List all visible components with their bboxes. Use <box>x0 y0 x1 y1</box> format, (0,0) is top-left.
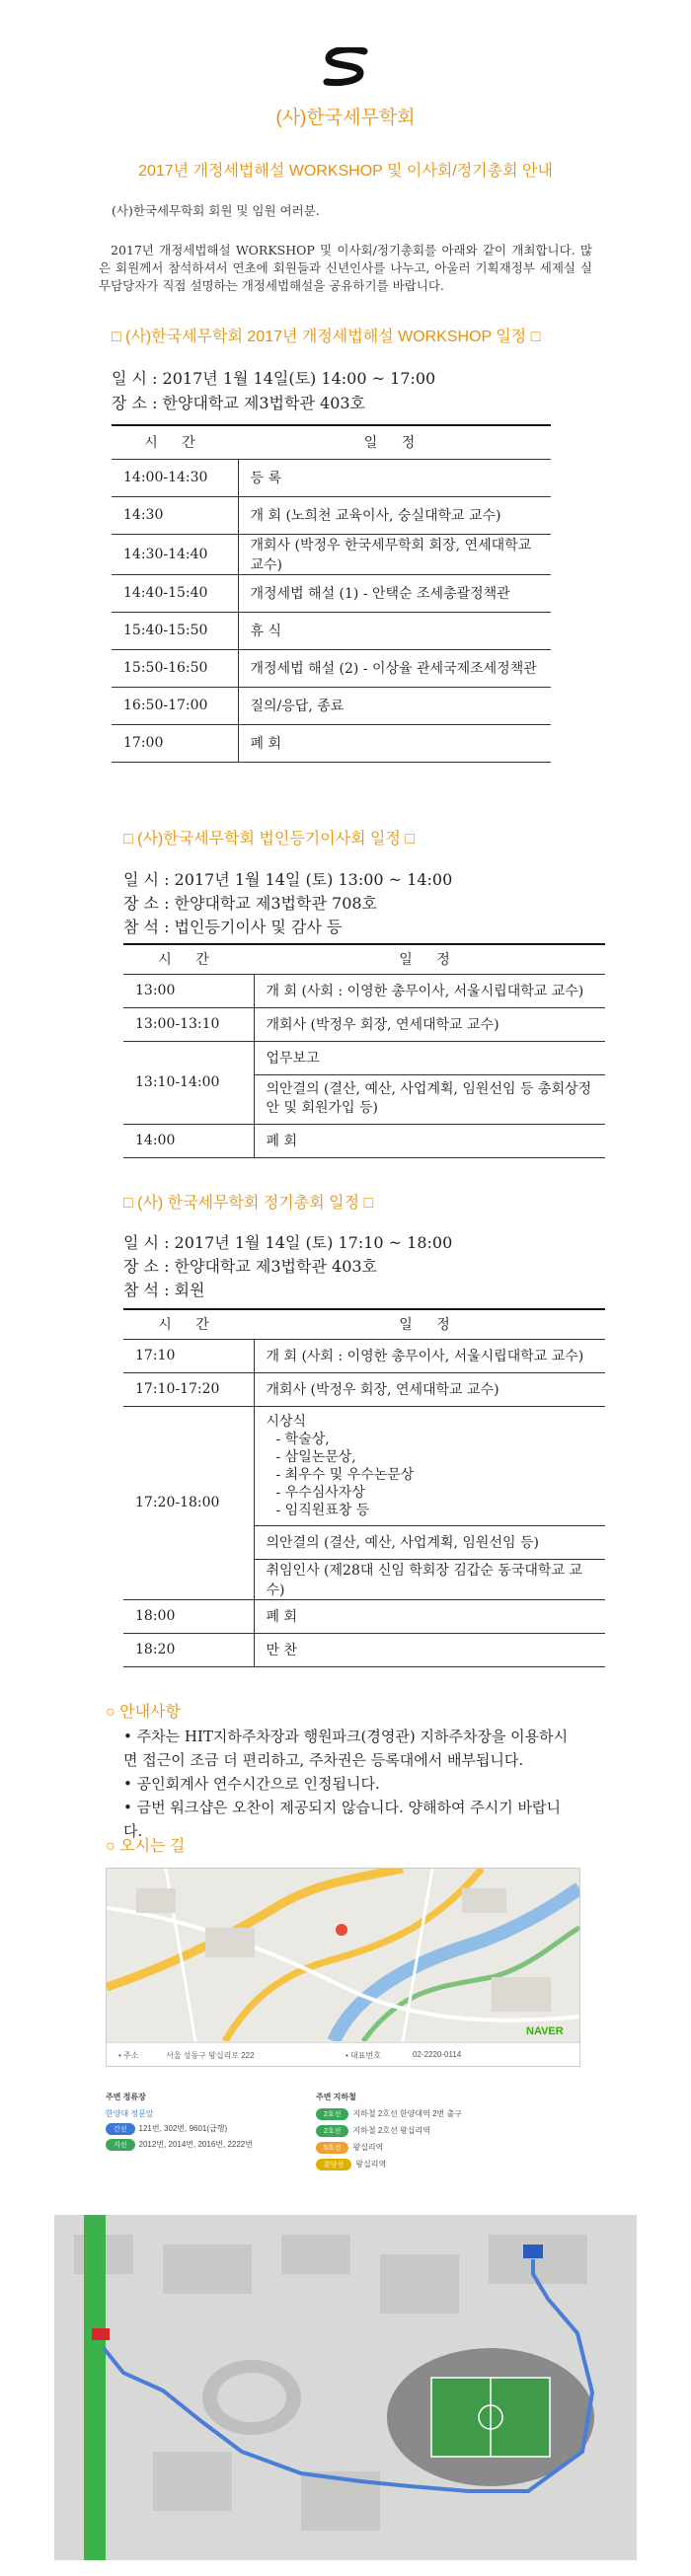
board-place: 장 소 : 한양대학교 제3법학관 708호 <box>123 894 378 913</box>
general-schedule-table <box>123 1308 605 1667</box>
table-row: 의안결의 (결산, 예산, 사업계획, 임원선임 등) <box>123 1525 605 1559</box>
society-logo <box>321 47 370 87</box>
awards-title: 시상식 <box>266 1413 307 1430</box>
notice-list <box>123 1725 573 1843</box>
campus-route-map <box>54 2215 637 2560</box>
phone-value: 02-2220-0114 <box>413 2050 462 2059</box>
award-item: - 임직원표창 등 <box>275 1502 370 1518</box>
bus-info: 주변 정류장 한양대 정문앞 간선 121번, 302번, 9601(급행) 지선 2012번, 2014번, 2016번, 2222번 <box>106 2092 293 2151</box>
workshop-title: □ (사)한국세무학회 2017년 개정세법해설 WORKSHOP 일정 □ <box>112 329 541 345</box>
start-marker-icon <box>92 2328 110 2340</box>
col-time: 시 간 <box>123 1309 254 1339</box>
table-row: 18:00 폐 회 <box>123 1599 605 1633</box>
intro-paragraph: 2017년 개정세법해설 WORKSHOP 및 이사회/정기총회를 아래와 같이 개최합니다. 많은 회원께서 참석하셔서 연초에 회원들과 신년인사를 나누고, 아울러 기획재정부 세제실 실무담당자가 직접 설명하는 개정세법해설을 공유하기를 바랍니다. <box>99 243 592 293</box>
board-schedule-table <box>123 943 605 1158</box>
table-row: 18:20 만 찬 <box>123 1633 605 1666</box>
award-item: - 학술상, <box>275 1431 330 1447</box>
directions-title: ○ 오시는 길 <box>106 1838 186 1855</box>
subway-row: 지하철 2호선 한양대역 2번 출구 <box>352 2109 462 2118</box>
table-row: 14:40-15:40 개정세법 해설 (1) - 안택순 조세총괄정책관 <box>112 574 551 612</box>
map-image <box>107 1869 579 2041</box>
general-attendees: 참 석 : 회원 <box>123 1281 205 1299</box>
table-row: 13:10-14:00 업무보고 <box>123 1041 605 1074</box>
col-schedule: 일 정 <box>254 944 605 974</box>
table-row: 17:10 개 회 (사회 : 이영한 총무이사, 서울시립대학교 교수) <box>123 1339 605 1372</box>
destination-marker-icon <box>523 2245 543 2258</box>
table-row: 14:00-14:30 등 록 <box>112 459 551 496</box>
notice-item: • 주차는 HIT지하주차장과 행원파크(경영관) 지하주차장을 이용하시면 접근이 조금 더 편리하고, 주차권은 등록대에서 배부됩니다. <box>123 1728 569 1769</box>
address-label: • 주소 <box>118 2051 139 2060</box>
award-item: - 최우수 및 우수논문상 <box>275 1466 415 1483</box>
general-title: □ (사) 한국세무학회 정기총회 일정 □ <box>123 1195 374 1212</box>
bus-row: 121번, 302번, 9601(급행) <box>138 2124 228 2133</box>
table-row: 취임인사 (제28대 신임 학회장 김갑순 동국대학교 교수) <box>123 1559 605 1599</box>
workshop-datetime: 일 시 : 2017년 1월 14일(토) 14:00 ~ 17:00 <box>112 369 436 388</box>
subway-row: 왕십리역 <box>352 2143 384 2152</box>
page-title: 2017년 개정세법해설 WORKSHOP 및 이사회/정기총회 안내 <box>138 163 553 180</box>
greeting: (사)한국세무학회 회원 및 임원 여러분. <box>112 203 320 218</box>
address-value: 서울 성동구 왕십리로 222 <box>166 2051 255 2060</box>
table-row: 15:40-15:50 휴 식 <box>112 612 551 649</box>
table-row: 17:00 폐 회 <box>112 724 551 762</box>
map-brand: NAVER <box>526 2025 564 2037</box>
subway-line-2 <box>84 2215 106 2560</box>
location-map[interactable] <box>106 1868 580 2067</box>
table-row: 17:10-17:20 개회사 (박정우 회장, 연세대학교 교수) <box>123 1372 605 1406</box>
col-schedule: 일 정 <box>238 425 551 459</box>
subway-row: 왕십리역 <box>355 2160 387 2169</box>
notice-item: • 공인회계사 연수시간으로 인정됩니다. <box>123 1775 380 1793</box>
subway-info: 주변 지하철 2호선 지하철 2호선 한양대역 2번 출구 2호선 지하철 2호선 왕십리역 5호선 왕십리역 분당선 왕십리역 <box>316 2092 573 2171</box>
notice-title: ○ 안내사항 <box>106 1704 181 1721</box>
location-pin-icon <box>336 1924 347 1936</box>
notice-item: • 금번 워크샵은 오찬이 제공되지 않습니다. 양해하여 주시기 바랍니다. <box>123 1799 561 1840</box>
board-datetime: 일 시 : 2017년 1월 14일 (토) 13:00 ~ 14:00 <box>123 870 453 889</box>
table-row: 17:20-18:00 시상식 - 학술상, - 삼일논문상, - 최우수 및 우수논문상 - 우수심사자상 - 임직원표창 등 <box>123 1406 605 1525</box>
table-row: 14:30-14:40 개회사 (박정우 한국세무학회 회장, 연세대학교 교수) <box>112 534 551 574</box>
board-attendees: 참 석 : 법인등기이사 및 감사 등 <box>123 918 343 936</box>
board-title: □ (사)한국세무학회 법인등기이사회 일정 □ <box>123 831 416 847</box>
table-row: 15:50-16:50 개정세법 해설 (2) - 이상율 관세국제조세정책관 <box>112 649 551 687</box>
award-item: - 삼일논문상, <box>275 1448 356 1465</box>
subway-title: 주변 지하철 <box>316 2093 356 2101</box>
org-name: (사)한국세무학회 <box>275 108 416 128</box>
table-row: 13:00 개 회 (사회 : 이영한 총무이사, 서울시립대학교 교수) <box>123 974 605 1007</box>
table-row: 13:00-13:10 개회사 (박정우 회장, 연세대학교 교수) <box>123 1007 605 1041</box>
general-datetime: 일 시 : 2017년 1월 14일 (토) 17:10 ~ 18:00 <box>123 1233 453 1252</box>
general-place: 장 소 : 한양대학교 제3법학관 403호 <box>123 1257 378 1276</box>
table-row: 16:50-17:00 질의/응답, 종료 <box>112 687 551 724</box>
col-time: 시 간 <box>123 944 254 974</box>
phone-label: • 대표번호 <box>346 2051 381 2060</box>
bus-title: 주변 정류장 <box>106 2093 146 2101</box>
award-item: - 우수심사자상 <box>275 1484 365 1501</box>
col-schedule: 일 정 <box>254 1309 605 1339</box>
workshop-schedule-table <box>112 424 551 763</box>
col-time: 시 간 <box>112 425 238 459</box>
subway-row: 지하철 2호선 왕십리역 <box>352 2126 430 2135</box>
workshop-place: 장 소 : 한양대학교 제3법학관 403호 <box>112 394 366 412</box>
table-row: 14:00 폐 회 <box>123 1124 605 1157</box>
bus-stop: 한양대 정문앞 <box>106 2109 154 2118</box>
table-row: 14:30 개 회 (노희천 교육이사, 숭실대학교 교수) <box>112 496 551 534</box>
table-row: 의안결의 (결산, 예산, 사업계획, 임원선임 등 총회상정안 및 회원가입 등) <box>123 1074 605 1124</box>
bus-row: 2012번, 2014번, 2016번, 2222번 <box>138 2140 253 2149</box>
